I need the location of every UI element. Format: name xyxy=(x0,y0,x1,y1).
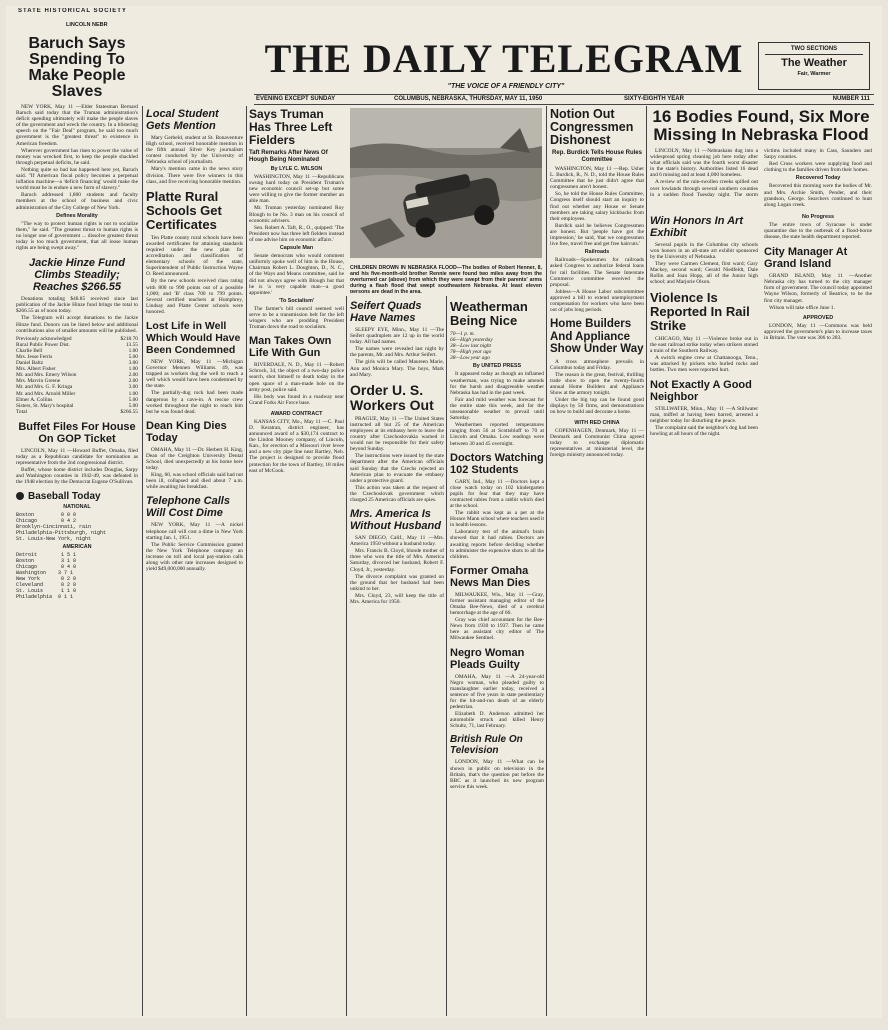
workers-p3: This action was taken at the request of the Czechoslovak government which charged 25 American officials are spies. xyxy=(350,484,444,503)
baruch-p1: NEW YORK, May 11 —Elder Statesman Bernard Baruch said today that the Truman administration's deficit spending ultimately will make the people slaves of the government and wreck the country. In a blistering speech on the "Fair Deal" program, he said too much government is the "greatest threat" to existence in American freedom. xyxy=(16,104,138,147)
platte-headline: Platte Rural Schools Get Certificates xyxy=(146,188,222,232)
lost-body xyxy=(146,359,243,415)
baseball-header xyxy=(16,491,138,502)
jackie-p2: The Telegram will accept donations to the Jackie Hinze fund. Donors can be listed below and additional contributions also of smaller amounts will be published. xyxy=(16,315,138,334)
strike-headline: Violence Is Reported In Rail Strike xyxy=(650,289,750,333)
weather-text: Fair, Warmer xyxy=(797,71,831,77)
score-line: St. Louis 1 1 0 xyxy=(16,587,77,594)
husband-headline: Mrs. America Is Without Husband xyxy=(350,508,441,533)
jackie-p1: Donations totaling $48.85 received since last publication of the Jackie Hinze fund brings the total to $266.55 as of noon today. xyxy=(16,296,138,315)
builders-headline: Home Builders And Appliance Show Under Way xyxy=(550,318,644,356)
redchina-headline: WITH RED CHINA xyxy=(574,419,620,426)
builders-p2: The reason is the great, festival, thrilling trade show to open the twenty-fourth annual Home Builders and Appliance Show at the armory tonight. xyxy=(550,371,644,397)
dean-body xyxy=(146,447,243,491)
weatherman-p1: It appeared today as though an inflamed weatherman, was trying to make amends for the harsh and disagreeable weather Nebraska has had in the past week. xyxy=(450,371,544,396)
score-line: Boston 0 0 0 xyxy=(16,511,77,518)
donor-name: Total xyxy=(16,408,27,415)
negro-p1: OMAHA, May 11 —A 24-year-old Negro woman, who pleaded guilty to manslaughter earlier today, received a sentence of five years in state penitentiary for the hit-and-run death of an elderly pedestrian. xyxy=(450,673,544,711)
doctors-p1: GARY, Ind., May 11 —Doctors kept a close watch today on 102 kindergarten pupils for fear that they may have contracted rabies from a rabbit which died at the school. xyxy=(450,478,544,509)
railroad-subhead: Railroads xyxy=(584,249,610,256)
buffet-headline: Buffet Files For House On GOP Ticket xyxy=(18,420,136,445)
weather-box xyxy=(758,42,870,90)
manager-p1: GRAND ISLAND, May 11 —Another Nebraska city has turned to the city manager form of government. The council today appointed Wayne Wilson, formerly of Beatrice, to be the first city manager. xyxy=(764,273,872,304)
american-scores xyxy=(16,552,138,600)
donor-name: Mr. and Mrs. Arnold Miller xyxy=(16,390,76,397)
man-p1: RIVERDALE, N. D., May 11 —Robert Schrock, 34, the object of a two-day police search, shot himself to death today in the open space of a man-made hole on the army post, police said. xyxy=(249,362,344,393)
lost-p1: NEW YORK, May 11 —Michigan Governor Mennen Williams. 49, was trapped as workers dug the well to reach a well which would have been condemned by the state. xyxy=(146,358,243,390)
quads-headline: Seifert Quads Have Names xyxy=(350,300,422,324)
neighbor-body xyxy=(650,406,758,437)
platte-p2: By the new schools received class rating with 800 to 990 points out of a possible 1,000; and 'B' class 700 to 799 points. Several certified teachers at Humphrey, Lindsay and Platte Center schools were honored. xyxy=(146,278,243,315)
score-line: Cleveland 0 2 0 xyxy=(16,581,77,588)
weather-title: The Weather xyxy=(781,57,847,69)
quads-p1: SLEEPY EYE, Minn., May 11 —The Seifert quadruplets are 12 up in the world today. All had names. xyxy=(350,327,444,346)
socialism-p1: The farmer's bill council seemed well serve to be a transmission belt for the left wingers who are prodding President Truman down the road to socialism. xyxy=(249,305,344,331)
workers-p2: The instructions were issued by the state department after the American officials said Sunday that the Czechs rejected an American plan to evacuate the embassy under a protective guard. xyxy=(350,453,444,484)
column-7 xyxy=(650,106,872,1016)
omaha-p1: MILWAUKEE, Wis., May 11 —Gray, former assistant managing editor of the Omaha Bee-News, died of a cerebral hemorrhage at the age of 66. xyxy=(450,591,544,617)
donation-amount: 5.00 xyxy=(128,354,138,360)
donor-name: Daniel Baltz xyxy=(16,360,44,367)
builders-body xyxy=(550,359,644,416)
british-p1: LONDON, May 11 —What can be shown in public on television in the Britain, that's the question put before the BBC as it launched its new program service this week. xyxy=(450,759,544,790)
weatherman-headline: Weatherman Being Nice xyxy=(450,299,528,328)
dean-p2: King, 60, was school officials said had not been ill, collapsed and died about 7 a.m. while awaiting his breakfast. xyxy=(146,472,243,491)
score-line: Washington 3 7 1 xyxy=(16,569,74,576)
baruch-headline: Baruch Says Spending To Make People Slaves xyxy=(28,35,126,100)
weatherman-p2: Fair and mild weather was forecast for the entire state this week, and for the unseasonable weather to prevail until Saturday. xyxy=(450,396,544,422)
photo-caption: CHILDREN DROWN IN NEBRASKA FLOOD—The bodies of Robert Henner, 8, and his five-month-old brother Rennie were found two miles away from the overturned car (above) from which they were swept from their parents' arms during a flash flood that swept southeastern Nebraska. At least eleven persons are dead in the area. xyxy=(350,265,542,293)
dateline: COLUMBUS, NEBRASKA, THURSDAY, MAY 11, 1950 xyxy=(394,96,543,102)
temp-2: 66—High yesterday xyxy=(450,337,493,344)
issue-number: NUMBER 111 xyxy=(832,96,870,102)
flood-p1: LINCOLN, May 11 —Nebraskans dug into a widespread spring cleaning job here today after what officials said was the fourth worst disaster in the state's history. Authorities listed 16 dead and 6 missing and at least 4,000 homeless. xyxy=(650,148,758,179)
flood-p3: Red Cross workers were supplying food and clothing to the families driven from their homes. xyxy=(764,161,872,174)
temp-4: 78—High year ago xyxy=(450,349,492,356)
truman-byline: By LYLE C. WILSON xyxy=(270,166,323,172)
progress-subhead: No Progress xyxy=(801,213,835,220)
man-headline: Man Takes Own Life With Gun xyxy=(249,335,332,360)
donor-name: Elmer A. Collins xyxy=(16,396,53,403)
donation-amount: 13.55 xyxy=(125,341,138,348)
donation-amount: $218.70 xyxy=(120,335,138,342)
donation-amount: 5.00 xyxy=(128,396,138,403)
donation-row xyxy=(16,409,138,415)
husband-p1: SAN DIEGO, Calif., May 11 —Mrs. America 1950 without a husband today. xyxy=(350,535,444,548)
truman-headline: Says Truman Has Three Left Fielders xyxy=(249,107,333,147)
jackie-body xyxy=(16,296,138,334)
progress-p1: The entire town of Syracuse is under quarantine due to the outbreak of a flood-borne disease, the state health department reported. xyxy=(764,221,872,241)
score-line: Chicago 0 4 0 xyxy=(16,563,77,570)
flood-subcolumn-left xyxy=(650,212,758,439)
husband-body xyxy=(350,535,444,605)
score-line: Chicago 0 4 2 xyxy=(16,517,77,524)
recovered-p1: Recovered this morning were the bodies of Mr. and Mrs. Archie Smith, Pender, and their grandson, George. Searchers continued to hunt along Logan creek. xyxy=(764,183,872,208)
husband-p3: The divorce complaint was granted on the ground that her husband had been unkind to her. xyxy=(350,573,444,592)
doctors-headline: Doctors Watching 102 Students xyxy=(450,451,544,476)
temp-5: 38—Low year ago xyxy=(450,355,490,362)
student-p2: Mary's mention came in the news story division. There were five winners in this class, and five receiving honorable mention. xyxy=(146,166,243,185)
dean-p1: OMAHA, May 11 —Dr. Herbert H. King, Dean of the Creighton University Dental School, died unexpectedly at his home here today. xyxy=(146,446,243,472)
column-6 xyxy=(550,106,644,1016)
telephone-p2: The Public Service Commission granted the New York Telephone company an increase on toll and local pay-station calls along with other rate increases designed to yield $49,000,000 annually. xyxy=(146,541,243,573)
congress-subhead: Rep. Burdick Tells House Rules Committee xyxy=(552,150,642,163)
donor-name: Previously acknowledged xyxy=(16,335,72,342)
weatherman-p3: Weathermen reported temperatures ranging from 56 at Scottsbluff to 70 at Lincoln and Omaha. Low readings were between 30 and 45 overnight. xyxy=(450,422,544,447)
donation-amount: 1.00 xyxy=(128,390,138,397)
redchina-p1: COPENHAGEN, Denmark, May 11 —Denmark and Communist China agreed today to exchange diplomatic representatives at ministerial level, the foreign ministry announced today. xyxy=(550,427,644,458)
flood-headline: 16 Bodies Found, Six More Missing In Nebraska Flood xyxy=(652,107,870,144)
neighbor-headline: Not Exactly A Good Neighbor xyxy=(650,379,752,404)
score-line: St. Louis-New York, night xyxy=(16,535,92,542)
american-label: AMERICAN xyxy=(62,543,92,550)
baruch-subhead: Defines Morality xyxy=(56,212,98,219)
buffet-p1: LINCOLN, May 11 —Howard Buffet, Omaha, filed today as a Republican candidate for nomination as representative from the 2nd congressional district. xyxy=(16,447,138,467)
newspaper-page xyxy=(6,6,882,1018)
dateline-bar xyxy=(254,95,874,104)
donor-name: Mrs. Jesse Ferris xyxy=(16,354,53,360)
national-scores xyxy=(16,512,138,542)
honors-headline: Win Honors In Art Exhibit xyxy=(650,214,743,239)
lost-headline: Lost Life in Well Which Would Have Been Condemned xyxy=(146,319,241,356)
approved-body xyxy=(764,323,872,341)
socialism-subhead: 'To Socialism' xyxy=(278,297,315,304)
manager-body xyxy=(764,273,872,311)
donor-name: Mr. and Mrs. G. F. Kringa xyxy=(16,384,73,391)
telephone-body xyxy=(146,522,243,572)
truman-p2: Mr. Truman yesterday nominated Roy Blough to be No. 3 man on his council of economic advisers. xyxy=(249,205,344,224)
flood-body xyxy=(650,148,872,208)
masthead xyxy=(254,38,754,84)
donor-name: Sisters, St. Mary's hospital xyxy=(16,402,74,409)
sections-label: TWO SECTIONS xyxy=(790,46,838,52)
donation-amount: 3.00 xyxy=(128,360,138,367)
baruch-p3: Nothing quite so bad has happened here yet, Baruch said. "If American fiscal policy becomes a perpetual inflation machine—a 'deficit financing' would make the world must be in endure a new form of slavery." xyxy=(16,166,138,192)
lincoln-stamp xyxy=(66,22,146,30)
capsule-subhead: Capsule Man xyxy=(279,245,314,252)
truman-p3: Sen. Robert A. Taft, R., O., quipped: 'The President now has three left fielders instead of one advise him on economic affairs.' xyxy=(249,224,344,243)
husband-p4: Mrs. Cloyd, 23, will keep the title of Mrs. America for 1950. xyxy=(350,592,444,605)
student-body xyxy=(146,135,243,185)
strike-body xyxy=(650,336,758,374)
lost-p2: The partially-dug rock had been made dangerous by a cave-in. A rescue crew worked throughout the night to reach him but he was found dead. xyxy=(146,390,243,415)
student-p1: Mary Gerbeld, student at St. Bonaventure High school, received honorable mention in the fifth annual Silver Key journalism contest conducted by the University of Nebraska school of journalism. xyxy=(146,135,243,166)
baruch-p2: Wherever government has risen to power the value of money was wrecked first, to keep the people shackled through perpetual deficits, he said. xyxy=(16,147,138,166)
score-line: Philadelphia-Pittsburgh, night xyxy=(16,529,107,536)
baseball-headline: Baseball Today xyxy=(28,490,101,502)
honors-body xyxy=(650,242,758,286)
donor-name: Mrs. Marvin Greene xyxy=(16,378,61,385)
baruch-body xyxy=(16,104,138,251)
award-p1: KANSAS CITY, Mo., May 11 —C. Paul D. Keratran, district engineer, has announced award of a $30,174 contract to the Lindon Mooney company, of Lincoln, Kan., for erection of a Missouri river levee and a new city pipe line near Bartley, Neb. The project is designed to provide flood protection for the town of Bartley, 18 miles east of McCook. xyxy=(249,418,344,474)
temp-1: 70—1 p. m. xyxy=(450,331,475,337)
progress-body xyxy=(764,222,872,240)
buffet-p2: Buffet, whose home district includes Douglas, Sarpy and Washington counties in 1942-49, was defeated in the 1948 election by the Democrat Eugene O'Sullivan. xyxy=(16,467,138,486)
edition-label: EVENING EXCEPT SUNDAY xyxy=(256,96,336,102)
score-line: Detroit 1 5 1 xyxy=(16,551,77,558)
omaha-p2: Gray was chief accountant for the Bee-News from 1930 to 1937. Then he came here as assistant city editor of The Milwaukee Sentinel. xyxy=(450,617,544,642)
award-body xyxy=(249,419,344,474)
quads-p3: The girls will be called Maureen Marie, Ann and Monica Mary. The boys, Mark and Mary. xyxy=(350,359,444,378)
congress-p3: Burdick said he believes Congressmen are honest. But 'people have got the impression,' he said, 'that we congressmen live free, travel free and get free haircuts.' xyxy=(550,222,644,248)
approved-subhead: APPROVED xyxy=(802,314,834,321)
donation-amount: 1.00 xyxy=(128,366,138,373)
congress-p1: WASHINGTON, May 11 —Rep. Usher L. Burdick, R., N. D., told the House Rules Committee that he just didn't agree that congressmen aren't honest. xyxy=(550,166,644,191)
column-3 xyxy=(249,106,344,1016)
donation-amount: 3.00 xyxy=(128,384,138,391)
donations-list xyxy=(16,336,138,415)
quads-body xyxy=(350,327,444,378)
baruch-p4: Baruch addressed 1,800 students and faculty members at the school of business and civic administration of the City College of New York. xyxy=(16,192,138,211)
society-stamp xyxy=(18,8,178,18)
donation-amount: $266.55 xyxy=(120,408,138,415)
negro-body xyxy=(450,674,544,730)
telephone-headline: Telephone Calls Will Cost Dime xyxy=(146,495,230,520)
motto-box xyxy=(356,83,656,93)
congress-body xyxy=(550,166,644,313)
award-headline: AWARD CONTRACT xyxy=(270,410,323,417)
recovered-subhead: Recovered Today xyxy=(795,175,841,182)
omaha-body xyxy=(450,592,544,642)
masthead-title: THE DAILY TELEGRAM xyxy=(264,38,744,81)
donor-name: Mr. and Mrs. Emery Wilson xyxy=(16,372,77,379)
buffet-body xyxy=(16,448,138,486)
doctors-p3: Laboratory test of the animal's brain showed that it had rabies. Doctors are awaiting reports before deciding whether to administer the expensive shots to all the children. xyxy=(450,529,544,560)
builders-p1: A cross atmosphere prevails in Columbus today and Friday. xyxy=(550,358,644,371)
railroad-p2: Jobless—A House Labor subcommittee approved a bill to extend unemployment compensation for workers who have been out of jobs long periods. xyxy=(550,288,644,314)
column-5 xyxy=(450,298,544,1016)
baseball-icon xyxy=(16,492,24,500)
truman-body xyxy=(249,174,344,330)
approved-p1: LONDON, May 11 —Commons was held approved the government's plan to increase taxes in Britain. The vote was 306 to 283. xyxy=(764,322,872,341)
congress-headline: Notion Out Congressmen Dishonest xyxy=(550,107,634,147)
negro-p2: Elizabeth D. Anderson admitted her automobile struck and killed Henry Schultz, 71, last February. xyxy=(450,711,544,730)
donation-amount: 5.00 xyxy=(128,402,138,409)
workers-headline: Order U. S. Workers Out xyxy=(350,381,434,413)
omaha-headline: Former Omaha News Man Dies xyxy=(450,564,531,589)
weatherman-body xyxy=(450,371,544,446)
congress-p2: So, he told the House Rules Committee, Congress itself should start an inquiry to find out whether any House or Senate members are taking salary kickbacks from their employees. xyxy=(550,191,644,222)
column-4 xyxy=(350,298,444,1016)
flood-p2: A review of the rain-swollen creeks spilled out over lowlands through several southern counties in a sudden flood Tuesday night. The storm victims included many in Cass, Saunders and Sarpy counties. xyxy=(650,148,872,198)
builders-p3: Under the big top can be found good displays by 50 firms, and demonstrations on how to build and decorate a home. xyxy=(550,397,644,416)
flood-subcolumn-right xyxy=(764,212,872,439)
redchina-body xyxy=(550,428,644,458)
column-1 xyxy=(16,32,138,1016)
national-label: NATIONAL xyxy=(63,503,91,510)
score-line: New York 0 2 0 xyxy=(16,575,77,582)
dean-headline: Dean King Dies Today xyxy=(146,419,227,444)
doctors-p2: The rabbit was kept as a pet at the Horace Mann school where teachers used it in health lessons. xyxy=(450,510,544,529)
donor-name: Charlie Bell xyxy=(16,347,43,354)
neighbor-p2: The complaint said the neighbor's dog had been howling at all hours of the night. xyxy=(650,425,758,438)
flood-photo-block xyxy=(350,108,542,293)
column-2 xyxy=(146,106,243,1016)
manager-p2: Wilson will take office June 1. xyxy=(769,304,835,311)
strike-p1: CHICAGO, May 11 —Violence broke out in the east railroad strike today when strikers stoned a train of the Southern Railway. xyxy=(650,335,758,354)
workers-p1: PRAGUE, May 11 —The United States instructed all but 25 of the American employees at its embassy here to leave the country after Czechoslovakia warned it would not be responsible for their safety beyond Sunday. xyxy=(350,415,444,453)
doctors-body xyxy=(450,479,544,560)
man-body xyxy=(249,362,344,406)
donation-amount: 2.00 xyxy=(128,372,138,379)
british-body xyxy=(450,759,544,789)
student-headline: Local Student Gets Mention xyxy=(146,108,219,132)
truman-subhead: Taft Remarks After News Of Hough Being Nominated xyxy=(249,150,328,163)
honors-p2: They were Carmen Clement, first ward; Gary Mackey, second ward; Gerald Niedfeldt, Dale Rollin and Joan Hopp, all of the Junior high school; and Marjorie Olson. xyxy=(650,261,758,286)
donor-name: Rural Public Power Dist. xyxy=(16,341,70,348)
score-line: Philadelphia 0 1 1 xyxy=(16,593,74,600)
donation-amount: 1.00 xyxy=(128,347,138,354)
telephone-p1: NEW YORK, May 11 —A nickel telephone call will cost a dime in New York starting Jan. 1, 1951. xyxy=(146,522,243,541)
platte-body xyxy=(146,235,243,315)
score-line: Boston 3 1 0 xyxy=(16,557,77,564)
society-label: STATE HISTORICAL SOCIETY xyxy=(18,8,127,14)
weatherman-byline: By UNITED PRESS xyxy=(472,363,522,370)
jackie-headline: Jackie Hinze Fund Climbs Steadily; Reaches $266.55 xyxy=(29,257,125,294)
lincoln-label: LINCOLN NEBR xyxy=(66,22,108,28)
workers-body xyxy=(350,416,444,503)
truman-p1: WASHINGTON, May 11 —Republicans swung hard today on President Truman's new economic council set-up but some were willing to give the former member an able man. xyxy=(249,174,344,205)
neighbor-p1: STILLWATER, Minn., May 11 —A Stillwater man, miffed at having been barred, arrested a neighbor today for disturbing the peace. xyxy=(650,406,758,425)
negro-headline: Negro Woman Pleads Guilty xyxy=(450,646,525,671)
temp-3: 38—Low last night xyxy=(450,343,492,350)
platte-p1: Ten Platte county rural schools have been awarded certificates for attaining standards required under the new plan for accreditation and classification of elementary schools of the state, Superintendent of Public Instruction Wayne O. Reed announced. xyxy=(146,234,243,278)
year-label: SIXTY-EIGHTH YEAR xyxy=(624,96,684,102)
british-headline: British Rule On Television xyxy=(450,734,523,757)
temperature-list xyxy=(450,331,544,361)
railroad-p1: Railroads—Spokesmen for railroads asked Congress to authorize federal loans for rail facilities. The Senate Interstate Commerce committee received the proposal. xyxy=(550,257,644,288)
flood-car-photo xyxy=(350,108,542,258)
capsule-p1: Senate democrats who would comment uniformly spoke well of him in the House, Chairman Robert L. Doughton, D., N. C., of the Ways and Means committee, said he did not always agree with Blough but that he is 'a very capable man—a good appointee.' xyxy=(249,253,344,296)
score-line: Brooklyn-Cincinnati, rain xyxy=(16,523,92,530)
donation-amount: 2.00 xyxy=(128,378,138,385)
motto: "THE VOICE OF A FRIENDLY CITY" xyxy=(447,83,565,90)
husband-p2: Mrs. Francis B. Cloyd, blonde mother of three who won the title of Mrs. America Saturday, divorced her husband, Robert F. Cloyd, Jr., yesterday. xyxy=(350,548,444,573)
donor-name: Mrs. Albert Fisher xyxy=(16,366,56,373)
strike-p2: A switch engine crew at Chattanooga, Tenn., was attacked by pickets who hurled rocks and bottles. Two men were reported hurt. xyxy=(650,354,758,373)
man-p2: His body was found in a roadway near Grand Forks Air Force base. xyxy=(249,393,344,406)
baruch-p5: "The way to protect human rights is not to socialize them," he said. "The greatest threat to human rights is no longer one of government ... dissolve greatest threat today is too much government, that all loose human rights are being swept away." xyxy=(16,220,138,252)
manager-headline: City Manager At Grand Island xyxy=(764,246,848,271)
quads-p2: The names were revealed last night by the parents, Mr. and Mrs. Arthur Seifert. xyxy=(350,346,444,359)
honors-p1: Several pupils in the Columbus city schools won honors in an all-state art exhibit sponsored by the University of Nebraska. xyxy=(650,241,758,261)
